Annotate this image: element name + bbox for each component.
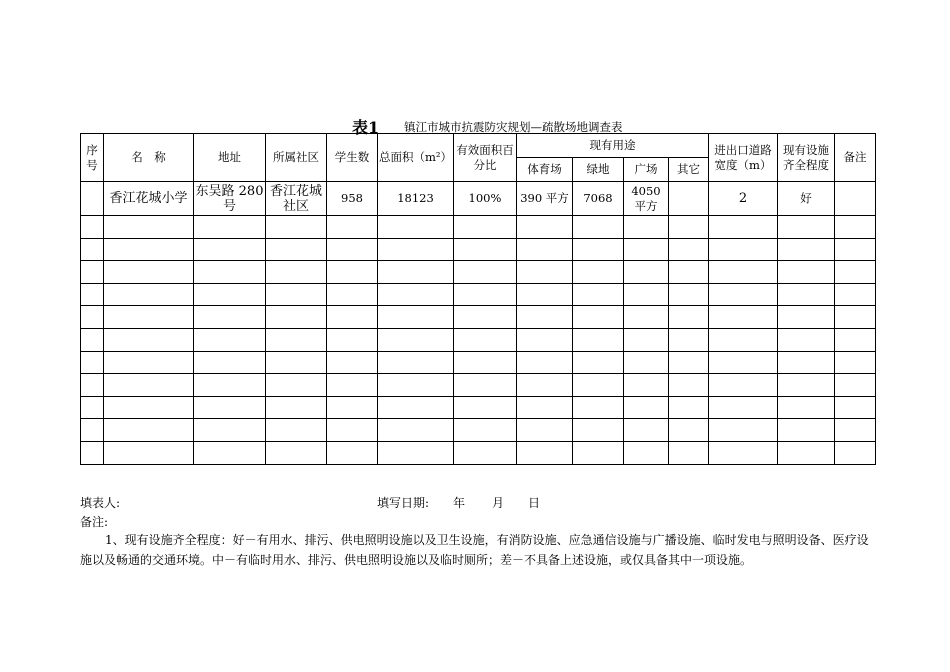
table-cell [104,328,194,351]
table-cell [835,374,876,397]
table-cell [81,419,104,442]
table-cell [517,216,573,239]
table-row [81,182,876,216]
table-cell [104,238,194,261]
table-cell [517,441,573,464]
table-cell [517,283,573,306]
table-cell [624,374,669,397]
table-cell [573,261,624,284]
table-cell [778,396,835,419]
header-current-use: 现有用途 [517,134,709,158]
table-cell [104,216,194,239]
table-cell [378,306,454,329]
table-cell [624,351,669,374]
table-cell [835,419,876,442]
cell-effective-pct: 100% [454,182,517,216]
table-cell [835,261,876,284]
table-cell [624,306,669,329]
table-cell [709,328,778,351]
table-cell [573,306,624,329]
table-cell [327,216,378,239]
table-row [81,351,876,374]
table-cell [573,216,624,239]
table-cell [454,374,517,397]
table-cell [624,216,669,239]
table-cell [624,419,669,442]
header-effective-pct: 有效面积百分比 [454,134,517,182]
table-title [0,115,950,135]
table-row [81,216,876,239]
table-cell [573,328,624,351]
table-cell [709,351,778,374]
empty-rows [81,216,876,465]
cell-students: 958 [327,182,378,216]
table-cell [378,351,454,374]
table-cell [378,216,454,239]
header-students: 学生数 [327,134,378,182]
table-cell [454,351,517,374]
table-cell [573,441,624,464]
table-cell [81,351,104,374]
table-cell [327,328,378,351]
table-cell [327,261,378,284]
table-cell [709,306,778,329]
table-cell [104,396,194,419]
table-cell [573,374,624,397]
date-label: 填写日期: [377,496,430,510]
header-total-area: 总面积（m²） [378,134,454,182]
table-cell [709,374,778,397]
table-cell [327,374,378,397]
cell-remarks [835,182,876,216]
cell-green: 7068 [573,182,624,216]
table-cell [327,351,378,374]
table-cell [104,351,194,374]
table-cell [669,238,709,261]
table-cell [266,396,327,419]
table-cell [709,238,778,261]
table-cell [517,419,573,442]
remarks-label: 备注: [80,515,109,529]
table-cell [266,351,327,374]
table-row [81,283,876,306]
table-row [81,374,876,397]
table-cell [778,238,835,261]
table-cell [104,441,194,464]
table-cell [266,441,327,464]
table-cell [624,328,669,351]
table-row [81,419,876,442]
filler-label: 填表人: [80,496,121,510]
table-cell [81,283,104,306]
cell-road-width: 2 [709,182,778,216]
header-row [81,134,876,158]
cell-other [669,182,709,216]
cell-facilities: 好 [778,182,835,216]
table-cell [194,419,266,442]
header-green: 绿地 [573,158,624,182]
table-row [81,261,876,284]
table-cell [624,441,669,464]
table-cell [194,261,266,284]
header-seq: 序号 [81,134,104,182]
table-cell [266,283,327,306]
table-cell [81,374,104,397]
table-cell [669,419,709,442]
table-cell [669,216,709,239]
table-cell [327,306,378,329]
table-cell [778,283,835,306]
table-cell [517,396,573,419]
table-cell [835,283,876,306]
cell-plaza: 4050 平方 [624,182,669,216]
table-cell [266,261,327,284]
evacuation-site-survey-table [80,133,876,465]
table-row [81,306,876,329]
header-sports: 体育场 [517,158,573,182]
table-cell [573,396,624,419]
table-cell [669,441,709,464]
header-remarks: 备注 [835,134,876,182]
table-cell [517,306,573,329]
table-cell [778,261,835,284]
table-cell [81,238,104,261]
table-cell [378,238,454,261]
table-cell [669,328,709,351]
cell-community: 香江花城社区 [266,182,327,216]
table-number: 表1 [352,118,380,137]
table-cell [624,261,669,284]
table-cell [778,306,835,329]
table-cell [517,238,573,261]
table-cell [835,396,876,419]
table-cell [669,306,709,329]
table-cell [194,351,266,374]
table-cell [266,216,327,239]
table-cell [454,419,517,442]
table-cell [454,306,517,329]
table-cell [669,283,709,306]
table-cell [194,216,266,239]
cell-total-area: 18123 [378,182,454,216]
facility-note: 1、现有设施齐全程度：好－有用水、排污、供电照明设施以及卫生设施，有消防设施、应急通信设施与广播设施、临时发电与照明设备、医疗设施以及畅通的交通环境。中－有临时用水、排污、供电照明设施以及临时厕所；差－不具备上述设施，或仅具备其中一项设施。 [80,533,869,567]
table-cell [669,396,709,419]
table-cell [835,306,876,329]
table-cell [669,374,709,397]
table-cell [378,419,454,442]
table-cell [194,238,266,261]
table-cell [517,351,573,374]
table-row [81,328,876,351]
table-cell [81,261,104,284]
table-cell [778,351,835,374]
table-cell [624,283,669,306]
table-row [81,396,876,419]
table-cell [669,261,709,284]
table-cell [378,396,454,419]
table-cell [624,238,669,261]
header-name: 名 称 [104,134,194,182]
table-cell [327,419,378,442]
table-cell [709,283,778,306]
table-cell [778,419,835,442]
table-cell [327,396,378,419]
table-title-text: 镇江市城市抗震防灾规划—疏散场地调查表 [404,120,623,134]
table-cell [778,216,835,239]
table-cell [194,374,266,397]
table-cell [624,396,669,419]
table-cell [709,216,778,239]
table-row [81,238,876,261]
table-cell [194,396,266,419]
table-cell [104,283,194,306]
table-cell [709,441,778,464]
table-cell [778,328,835,351]
table-cell [81,306,104,329]
table-cell [573,351,624,374]
table-cell [266,374,327,397]
cell-name: 香江花城小学 [104,182,194,216]
table-cell [378,261,454,284]
table-cell [266,306,327,329]
table-cell [517,374,573,397]
table-cell [835,216,876,239]
table-cell [266,328,327,351]
cell-seq [81,182,104,216]
table-cell [454,216,517,239]
table-cell [454,396,517,419]
table-cell [104,419,194,442]
table-cell [194,328,266,351]
table-cell [454,261,517,284]
table-cell [378,328,454,351]
table-cell [517,328,573,351]
table-cell [266,238,327,261]
table-cell [709,396,778,419]
table-cell [81,328,104,351]
table-cell [81,396,104,419]
table-cell [194,441,266,464]
table-cell [709,419,778,442]
table-cell [378,441,454,464]
table-cell [378,374,454,397]
header-address: 地址 [194,134,266,182]
month-label: 月 [492,496,505,510]
table-cell [327,441,378,464]
table-cell [454,283,517,306]
table-cell [378,283,454,306]
cell-sports: 390 平方 [517,182,573,216]
table-cell [709,261,778,284]
year-label: 年 [453,496,466,510]
table-cell [669,351,709,374]
day-label: 日 [528,496,541,510]
table-cell [454,238,517,261]
header-community: 所属社区 [266,134,327,182]
table-cell [104,374,194,397]
table-cell [835,328,876,351]
table-cell [81,216,104,239]
table-cell [327,238,378,261]
header-plaza: 广场 [624,158,669,182]
table-cell [104,306,194,329]
cell-address: 东吴路 280 号 [194,182,266,216]
table-row [81,441,876,464]
table-cell [194,306,266,329]
table-cell [778,374,835,397]
table-cell [454,328,517,351]
table-cell [573,419,624,442]
table-cell [194,283,266,306]
table-cell [81,441,104,464]
table-cell [517,261,573,284]
table-cell [573,238,624,261]
table-cell [835,441,876,464]
table-cell [327,283,378,306]
table-cell [835,351,876,374]
table-cell [778,441,835,464]
table-cell [573,283,624,306]
table-cell [266,419,327,442]
table-cell [104,261,194,284]
table-cell [454,441,517,464]
header-other: 其它 [669,158,709,182]
header-facilities: 现有设施齐全程度 [778,134,835,182]
table-cell [835,238,876,261]
header-road-width: 进出口道路宽度（m） [709,134,778,182]
